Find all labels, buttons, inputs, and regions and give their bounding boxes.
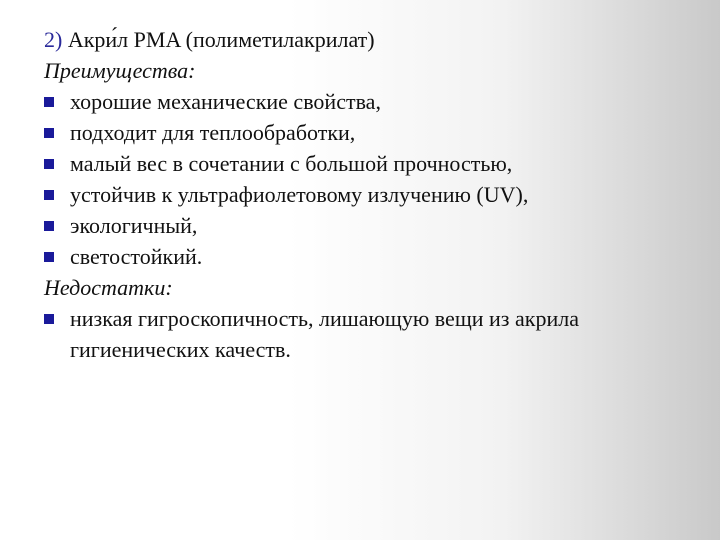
- slide-content: [44, 24, 684, 365]
- square-bullet-icon: [44, 159, 54, 169]
- square-bullet-icon: [44, 314, 54, 324]
- slide-title: [44, 24, 684, 55]
- disadvantage-item: [44, 303, 684, 365]
- advantage-item: [44, 179, 684, 210]
- title-text: Акри́л PMA (полиметилакрилат): [67, 27, 375, 52]
- advantage-item: [44, 86, 684, 117]
- advantage-item: [44, 241, 684, 272]
- advantage-item: [44, 117, 684, 148]
- advantage-item: [44, 148, 684, 179]
- disadvantages-heading: Недостатки:: [44, 275, 173, 300]
- square-bullet-icon: [44, 128, 54, 138]
- advantage-text: устойчив к ультрафиолетовому излучению (UV),: [70, 182, 529, 207]
- disadvantage-text: низкая гигроскопичность, лишающую вещи из акрила гигиенических качеств.: [70, 306, 579, 362]
- square-bullet-icon: [44, 252, 54, 262]
- title-number: 2): [44, 27, 63, 52]
- advantage-text: экологичный,: [70, 213, 198, 238]
- advantage-text: подходит для теплообработки,: [70, 120, 356, 145]
- advantage-text: хорошие механические свойства,: [70, 89, 381, 114]
- advantage-item: [44, 210, 684, 241]
- square-bullet-icon: [44, 190, 54, 200]
- square-bullet-icon: [44, 221, 54, 231]
- advantage-text: светостойкий.: [70, 244, 203, 269]
- advantages-heading: Преимущества:: [44, 58, 196, 83]
- advantage-text: малый вес в сочетании с большой прочностью,: [70, 151, 513, 176]
- square-bullet-icon: [44, 97, 54, 107]
